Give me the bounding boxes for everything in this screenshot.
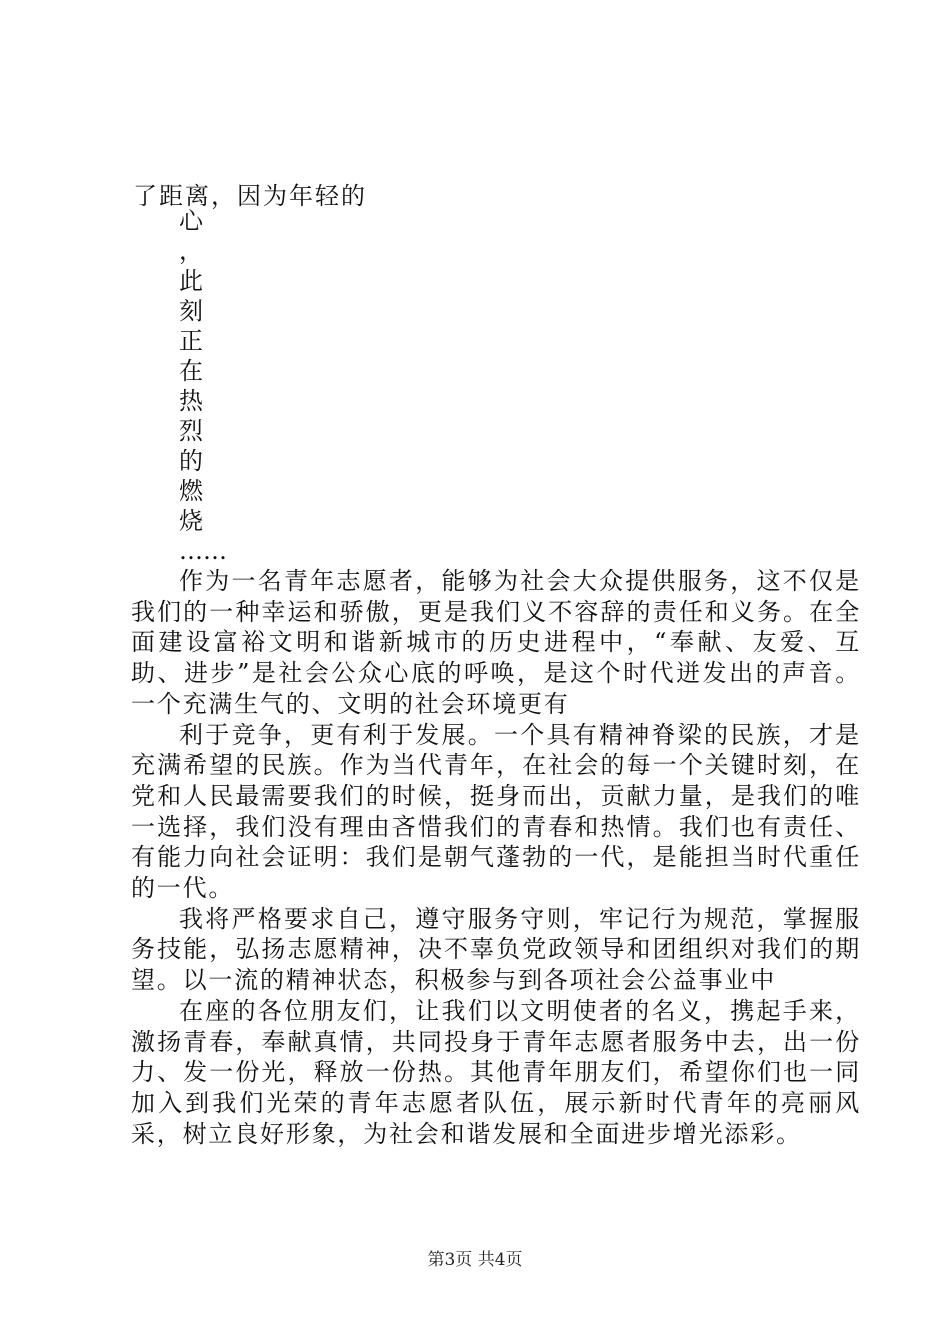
paragraph: 我将严格要求自己，遵守服务守则，牢记行为规范，掌握服务技能，弘扬志愿精神，决不辜负党政领导和团组织对我们的期望。以一流的精神状态，积极参与到各项社会公益事业中: [131, 904, 861, 995]
opening-line: 了距离，因为年轻的: [133, 182, 367, 210]
vertical-char: 刻: [179, 297, 203, 325]
vertical-ellipsis: ……: [179, 537, 227, 565]
vertical-char: 烈: [179, 417, 203, 445]
paragraph: 作为一名青年志愿者，能够为社会大众提供服务，这不仅是我们的一种幸运和骄傲，更是我们义不容辞的责任和义务。在全面建设富裕文明和谐新城市的历史进程中，“奉献、友爱、互助、进步”是社会公众心底的呼唤，是这个时代迸发出的声音。一个充满生气的、文明的社会环境更有: [131, 567, 861, 718]
vertical-char: 热: [179, 387, 203, 415]
vertical-char: 的: [179, 447, 203, 475]
vertical-text-column: [179, 206, 239, 566]
vertical-char: 心: [179, 207, 203, 235]
paragraph: 利于竞争，更有利于发展。一个具有精神脊梁的民族，才是充满希望的民族。作为当代青年，在社会的每一个关键时刻，在党和人民最需要我们的时候，挺身而出，贡献力量，是我们的唯一选择，我们没有理由吝惜我们的青春和热情。我们也有责任、有能力向社会证明：我们是朝气蓬勃的一代，是能担当时代重任的一代。: [131, 720, 861, 903]
vertical-char: 正: [179, 327, 203, 355]
vertical-char: 燃: [179, 477, 203, 505]
vertical-char: 烧: [179, 507, 203, 535]
page-number-footer: 第3页 共4页: [427, 1250, 523, 1270]
document-body: [131, 566, 861, 1149]
paragraph: 在座的各位朋友们，让我们以文明使者的名义，携起手来，激扬青春，奉献真情，共同投身于青年志愿者服务中去，出一份力、发一份光，释放一份热。其他青年朋友们，希望你们也一同加入到我们光荣的青年志愿者队伍，展示新时代青年的亮丽风采，树立良好形象，为社会和谐发展和全面进步增光添彩。: [131, 996, 861, 1148]
vertical-char: 在: [179, 357, 203, 385]
vertical-char: 此: [179, 267, 203, 295]
vertical-char: ，: [179, 237, 203, 265]
